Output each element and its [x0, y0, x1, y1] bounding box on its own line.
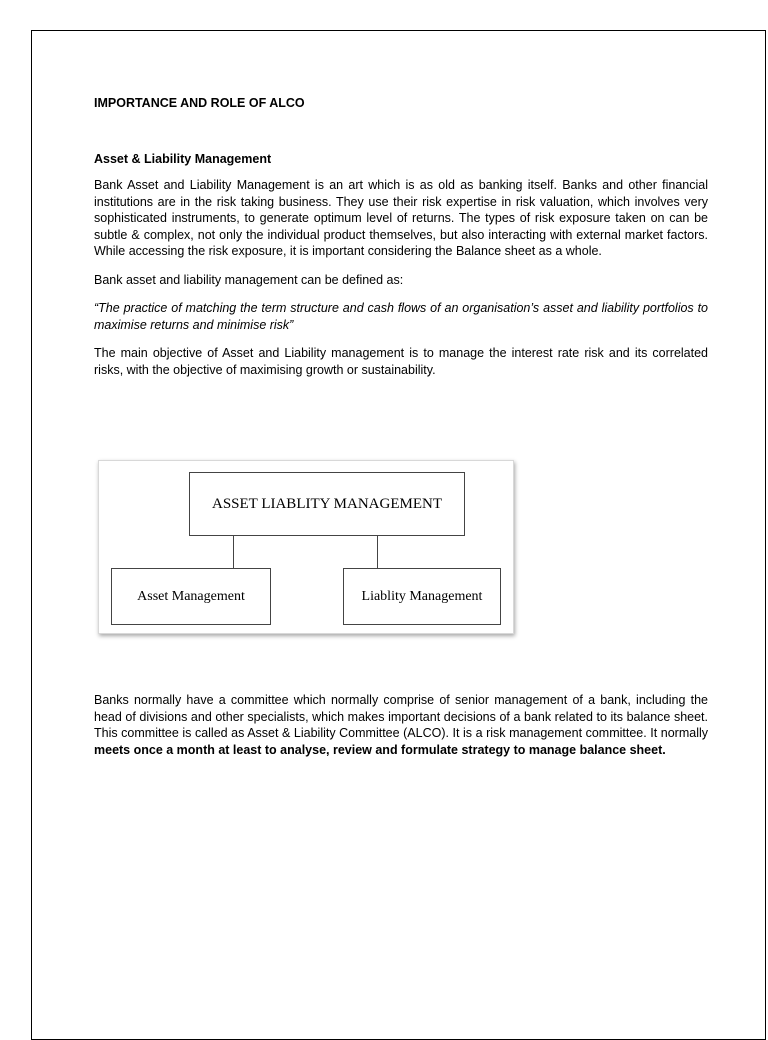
paragraph-alco	[94, 692, 708, 758]
paragraph-alco-text: Banks normally have a committee which normally comprise of senior management of a bank, including the head of divisions and other specialists, which makes important decisions of a bank related to its balance sheet. This committee is called as Asset & Liability Committee (ALCO). It is a risk management committee. It normally	[94, 693, 708, 740]
diagram-liability-management-box: Liablity Management	[343, 568, 501, 625]
diagram-connector-left	[233, 536, 234, 568]
document-title: IMPORTANCE AND ROLE OF ALCO	[94, 96, 305, 110]
diagram-asset-management-box: Asset Management	[111, 568, 271, 625]
paragraph-objective: The main objective of Asset and Liability management is to manage the interest rate risk and its correlated risks, with the objective of maximising growth or sustainability.	[94, 346, 708, 377]
diagram-connector-right	[377, 536, 378, 568]
section-heading: Asset & Liability Management	[94, 152, 272, 166]
document-page	[31, 30, 766, 1040]
page-content	[94, 95, 708, 758]
alm-org-diagram	[98, 460, 514, 634]
paragraph-definition-lead: Bank asset and liability management can be defined as:	[94, 272, 404, 287]
spacer	[94, 634, 708, 692]
diagram-root-box: ASSET LIABLITY MANAGEMENT	[189, 472, 465, 536]
definition-quote: “The practice of matching the term structure and cash flows of an organisation’s asset and liability portfolios to maximise returns and minimise risk”	[94, 301, 708, 332]
paragraph-intro: Bank Asset and Liability Management is an art which is as old as banking itself. Banks and other financial institutions are in the risk taking business. They use their risk expertise in risk valuation, which involves very sophisticated instruments, to generate optimum level of returns. The types of risk exposure taken on can be subtle & complex, not only the individual product themselves, but also interacting with external market factors. While accessing the risk exposure, it is important considering the Balance sheet as a whole.	[94, 178, 708, 258]
paragraph-alco-bold: meets once a month at least to analyse, review and formulate strategy to manage balance sheet.	[94, 742, 666, 757]
